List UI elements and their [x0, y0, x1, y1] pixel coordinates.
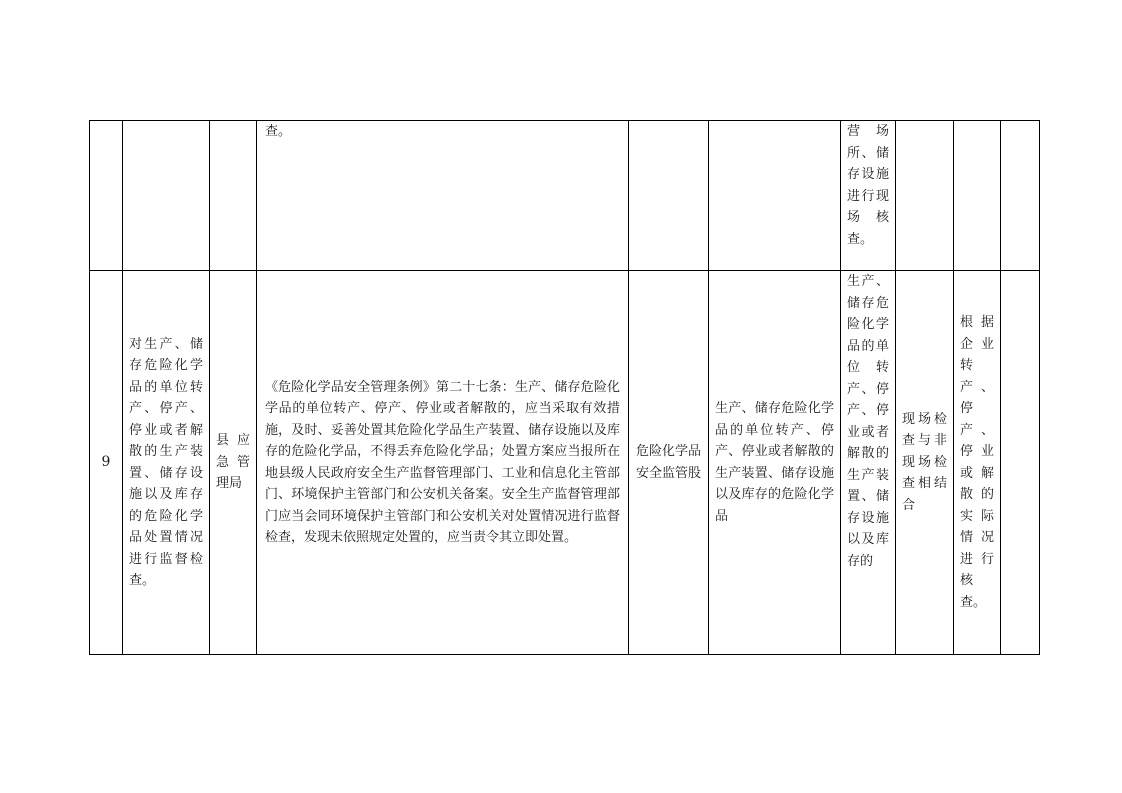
content-text: 生产、储存危险化学品的单位转产、停产、停业或者解散的生产装置、储存设施以及库存的: [847, 274, 889, 569]
content-text: 营场所、储存设施进行现场核查。: [847, 124, 889, 247]
cell-content: [841, 271, 896, 655]
cell-item: [123, 271, 210, 655]
cell-method: [896, 121, 954, 271]
item-text: 对生产、储存危险化学品的单位转产、停产、停业或者解散的生产装置、储存设施以及库存的危险化学品处置情况进行监督检查。: [129, 336, 203, 588]
table-row: [90, 271, 1040, 655]
row-number: 9: [90, 271, 123, 655]
cell-item: [123, 121, 210, 271]
table-row: [90, 121, 1040, 271]
cell-basis: [257, 121, 629, 271]
cell-handle: [954, 271, 1001, 655]
method-text: 现场检查与非现场检查相结合: [902, 411, 947, 513]
cell-dept: [210, 121, 257, 271]
basis-text: 《危险化学品安全管理条例》第二十七条：生产、储存危险化学品的单位转产、停产、停业或者解散的，应当采取有效措施，及时、妥善处置其危险化学品生产装置、储存设施以及库存的危险化学品，不得丢弃危险化学品；处置方案应当报所在地县级人民政府安全生产监督管理部门、工业和信息化主管部门、环境保护主管部门和公安机关备案。安全生产监督管理部门应当会同环境保护主管部门和公安机关对处置情况进行监督检查，发现未依照规定处置的，应当责令其立即处置。: [265, 379, 620, 545]
inspection-table: [89, 120, 1040, 655]
cell-unit: [629, 271, 709, 655]
basis-text: 查。: [265, 124, 292, 139]
cell-basis: [257, 271, 629, 655]
unit-text: 危险化学品安全监管股: [635, 444, 701, 481]
cell-object: [709, 271, 841, 655]
cell-object: [709, 121, 841, 271]
cell-method: [896, 271, 954, 655]
cell-content: [841, 121, 896, 271]
cell-remark: [1001, 121, 1040, 271]
object-text: 生产、储存危险化学品的单位转产、停产、停业或者解散的生产装置、储存设施以及库存的危险化学品: [715, 401, 834, 524]
cell-remark: [1001, 271, 1040, 655]
cell-dept: [210, 271, 257, 655]
handle-text: 根据企业转产、停产、停业或解散的实际情况进行核查。: [960, 315, 994, 610]
cell-no: [90, 121, 123, 271]
cell-handle: [954, 121, 1001, 271]
cell-unit: [629, 121, 709, 271]
dept-text: 县应急管理局: [216, 433, 250, 492]
